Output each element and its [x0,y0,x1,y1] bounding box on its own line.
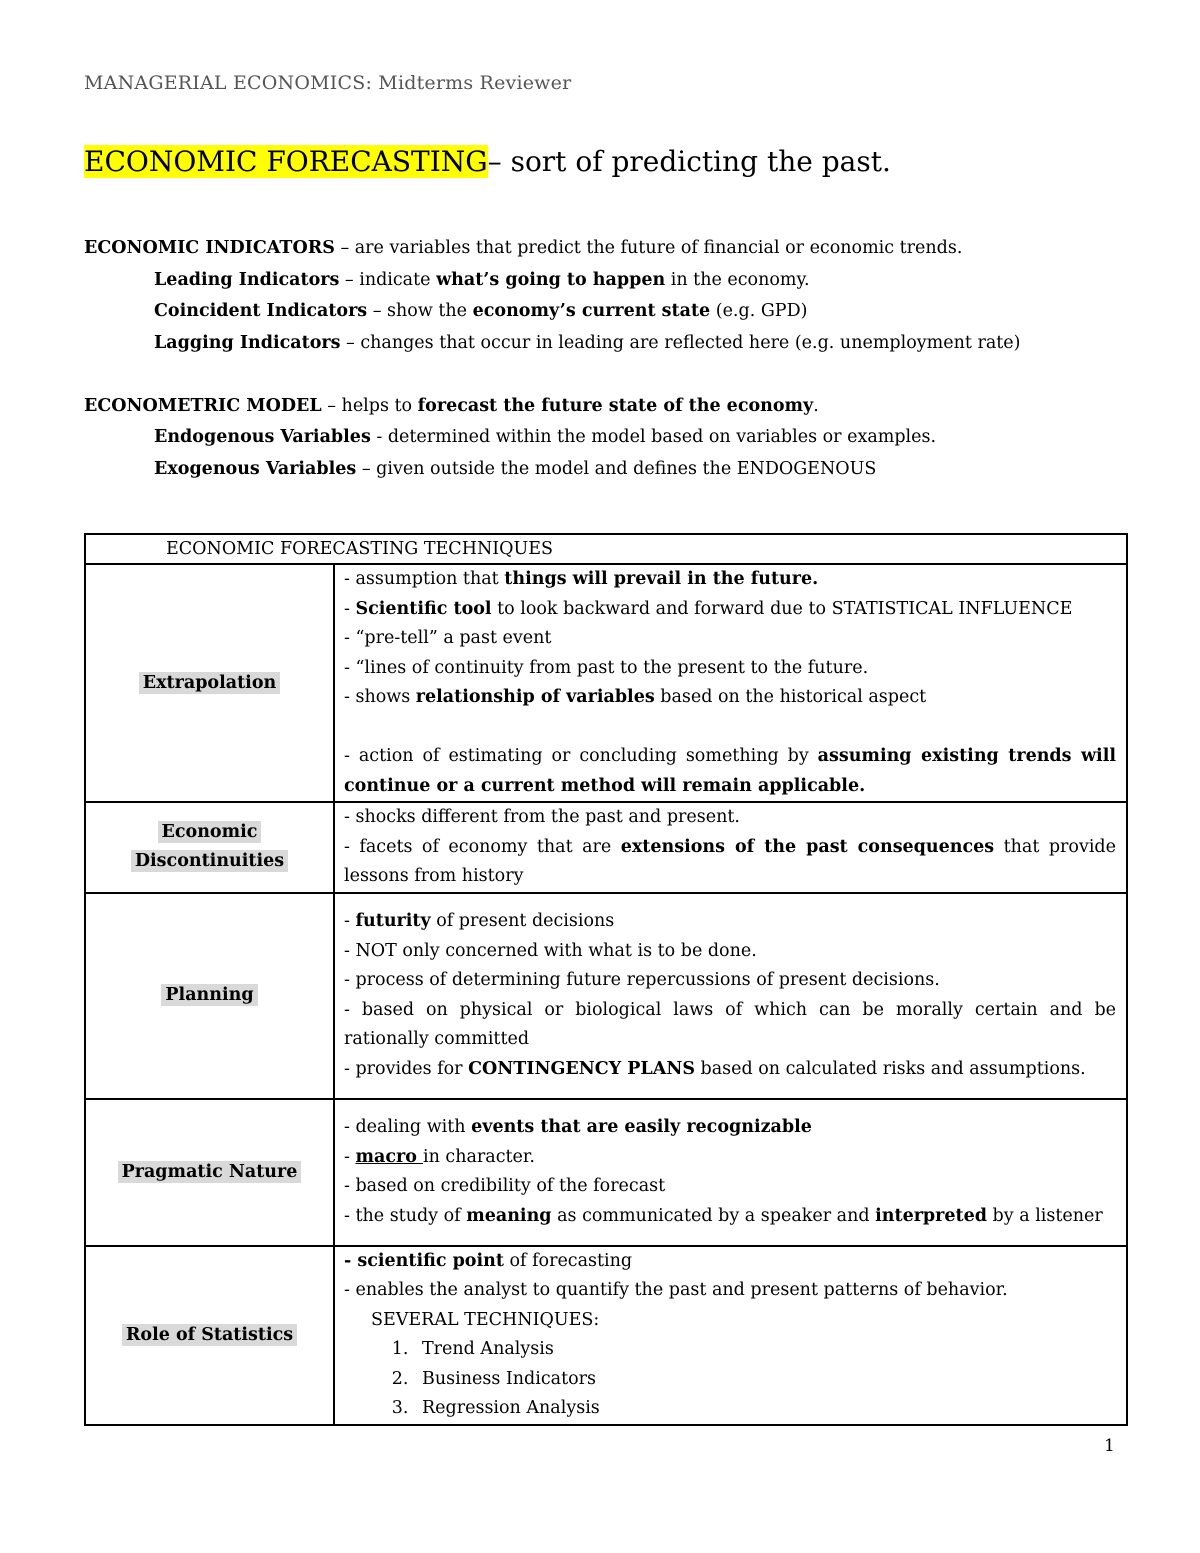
page-title [84,145,891,178]
text: - dealing with [344,1117,472,1137]
blank-line [344,713,1116,743]
table-row [85,802,1127,893]
desc-line: - NOT only concerned with what is to be done. [344,940,757,961]
desc-line [344,833,1116,892]
endogenous-term: Endogenous Variables [154,427,371,447]
table-row [85,1099,1127,1246]
technique-name-cell [85,1246,334,1425]
text: based on calculated risks and assumptions. [694,1058,1086,1079]
bold-text: - scientific point [344,1250,504,1271]
model-pre: – helps to [321,396,418,416]
document-header: MANAGERIAL ECONOMICS: Midterms Reviewer [84,72,572,94]
text: - facets of economy that are [344,836,621,857]
list-item: 1. Trend Analysis [414,1335,1116,1365]
text: - shows [344,687,416,707]
lagging-term: Lagging Indicators [154,333,341,353]
list-item: 3. Regression Analysis [414,1394,1116,1424]
bold-text: futurity [355,911,431,931]
coincident-pre: – show the [367,301,473,321]
desc-line [344,595,1116,625]
leading-post: in the economy. [665,270,810,290]
desc-line [344,907,1116,937]
bold-text: Scientific tool [355,598,492,619]
bold-text: CONTINGENCY PLANS [468,1058,695,1079]
text: - [344,911,356,931]
text: of present decisions [430,911,615,931]
technique-description [334,802,1127,893]
title-term: ECONOMIC FORECASTING [84,145,488,178]
leading-pre: – indicate [339,270,437,290]
desc-line: - process of determining future repercussions of present decisions. [344,970,940,990]
desc-line [344,683,1116,713]
model-term: ECONOMETRIC MODEL [84,396,322,416]
text: that provide lessons from history [344,836,1116,886]
desc-line [344,742,1116,801]
coincident-term: Coincident Indicators [154,301,368,321]
desc-line [344,1113,1116,1143]
endogenous-definition: - determined within the model based on variables or examples. [370,427,937,447]
list-item: 2. Business Indicators [414,1365,1116,1395]
exogenous-variables [154,459,876,479]
table-row [85,893,1127,1099]
technique-name-cell [85,564,334,802]
lagging-indicators [154,333,1020,353]
techniques-label: SEVERAL TECHNIQUES: [371,1309,600,1330]
technique-name: Discontinuities [131,850,288,872]
model-section [84,396,819,416]
bold-text: extensions of the past consequences [620,836,995,857]
text: based on the historical aspect [654,687,927,707]
text: - action of estimating or concluding something by [344,746,818,766]
table-heading: ECONOMIC FORECASTING TECHNIQUES [85,534,1127,564]
model-bold: forecast the future state of the economy [417,396,814,416]
text: - assumption that [344,569,505,589]
desc-line [344,565,1116,595]
bold-text: macro [355,1146,423,1167]
table-row [85,564,1127,802]
indicators-definition: – are variables that predict the future of financial or economic trends. [334,238,963,258]
lagging-definition: – changes that occur in leading are reflected here (e.g. unemployment rate) [340,333,1021,353]
bold-text: events that are easily recognizable [471,1117,812,1137]
desc-line [344,1247,1116,1277]
indicators-section [84,238,962,258]
coincident-indicators [154,301,807,321]
bold-text: assuming existing trends will continue or a current method will remain applicable. [344,746,1116,796]
text: in character. [422,1146,535,1167]
table-row [85,1246,1127,1425]
model-post: . [813,396,819,416]
desc-line [344,1143,1116,1173]
leading-term: Leading Indicators [154,270,340,290]
desc-line [344,1202,1116,1232]
desc-line: - shocks different from the past and present. [344,807,740,827]
endogenous-variables [154,427,936,447]
text: - the study of [344,1205,467,1226]
bold-text: meaning [466,1205,552,1226]
technique-description [334,1246,1127,1425]
leading-bold: what’s going to happen [436,270,666,290]
text: - [344,598,356,619]
text: - provides for [344,1058,469,1079]
text: as communicated by a speaker and [551,1205,876,1226]
desc-line: - based on credibility of the forecast [344,1176,666,1196]
desc-line: - enables the analyst to quantify the past and present patterns of behavior. [344,1280,1008,1300]
technique-name-cell [85,1099,334,1246]
coincident-bold: economy’s current state [472,301,711,321]
exogenous-term: Exogenous Variables [154,459,357,479]
desc-line [344,1055,1116,1085]
exogenous-definition: – given outside the model and defines the ENDOGENOUS [356,459,877,479]
technique-description [334,564,1127,802]
techniques-list [344,1335,1116,1424]
text: of forecasting [503,1250,633,1271]
technique-name: Role of Statistics [122,1324,297,1346]
page-number: 1 [1104,1436,1115,1456]
title-definition: – sort of predicting the past. [487,145,891,178]
text: by a listener [986,1205,1103,1226]
technique-name: Economic [158,821,262,843]
techniques-table [84,533,1128,1426]
leading-indicators [154,270,810,290]
coincident-post: (e.g. GPD) [710,301,808,321]
desc-line: - based on physical or biological laws of which can be morally certain and be rationally committed [344,999,1116,1049]
bold-text: things will prevail in the future. [504,569,819,589]
technique-name-cell [85,893,334,1099]
table-header-row [85,534,1127,564]
desc-line: - “pre-tell” a past event [344,628,552,648]
desc-line: - “lines of continuity from past to the present to the future. [344,657,869,678]
technique-description [334,1099,1127,1246]
text: - [344,1146,356,1167]
bold-text: interpreted [875,1205,987,1226]
technique-name: Extrapolation [139,672,280,694]
technique-name: Planning [161,984,257,1006]
indicators-term: ECONOMIC INDICATORS [84,238,335,258]
bold-text: relationship of variables [415,687,655,707]
technique-name-cell [85,802,334,893]
text: to look backward and forward due to STATISTICAL INFLUENCE [491,598,1073,619]
technique-name: Pragmatic Nature [118,1161,302,1183]
technique-description [334,893,1127,1099]
